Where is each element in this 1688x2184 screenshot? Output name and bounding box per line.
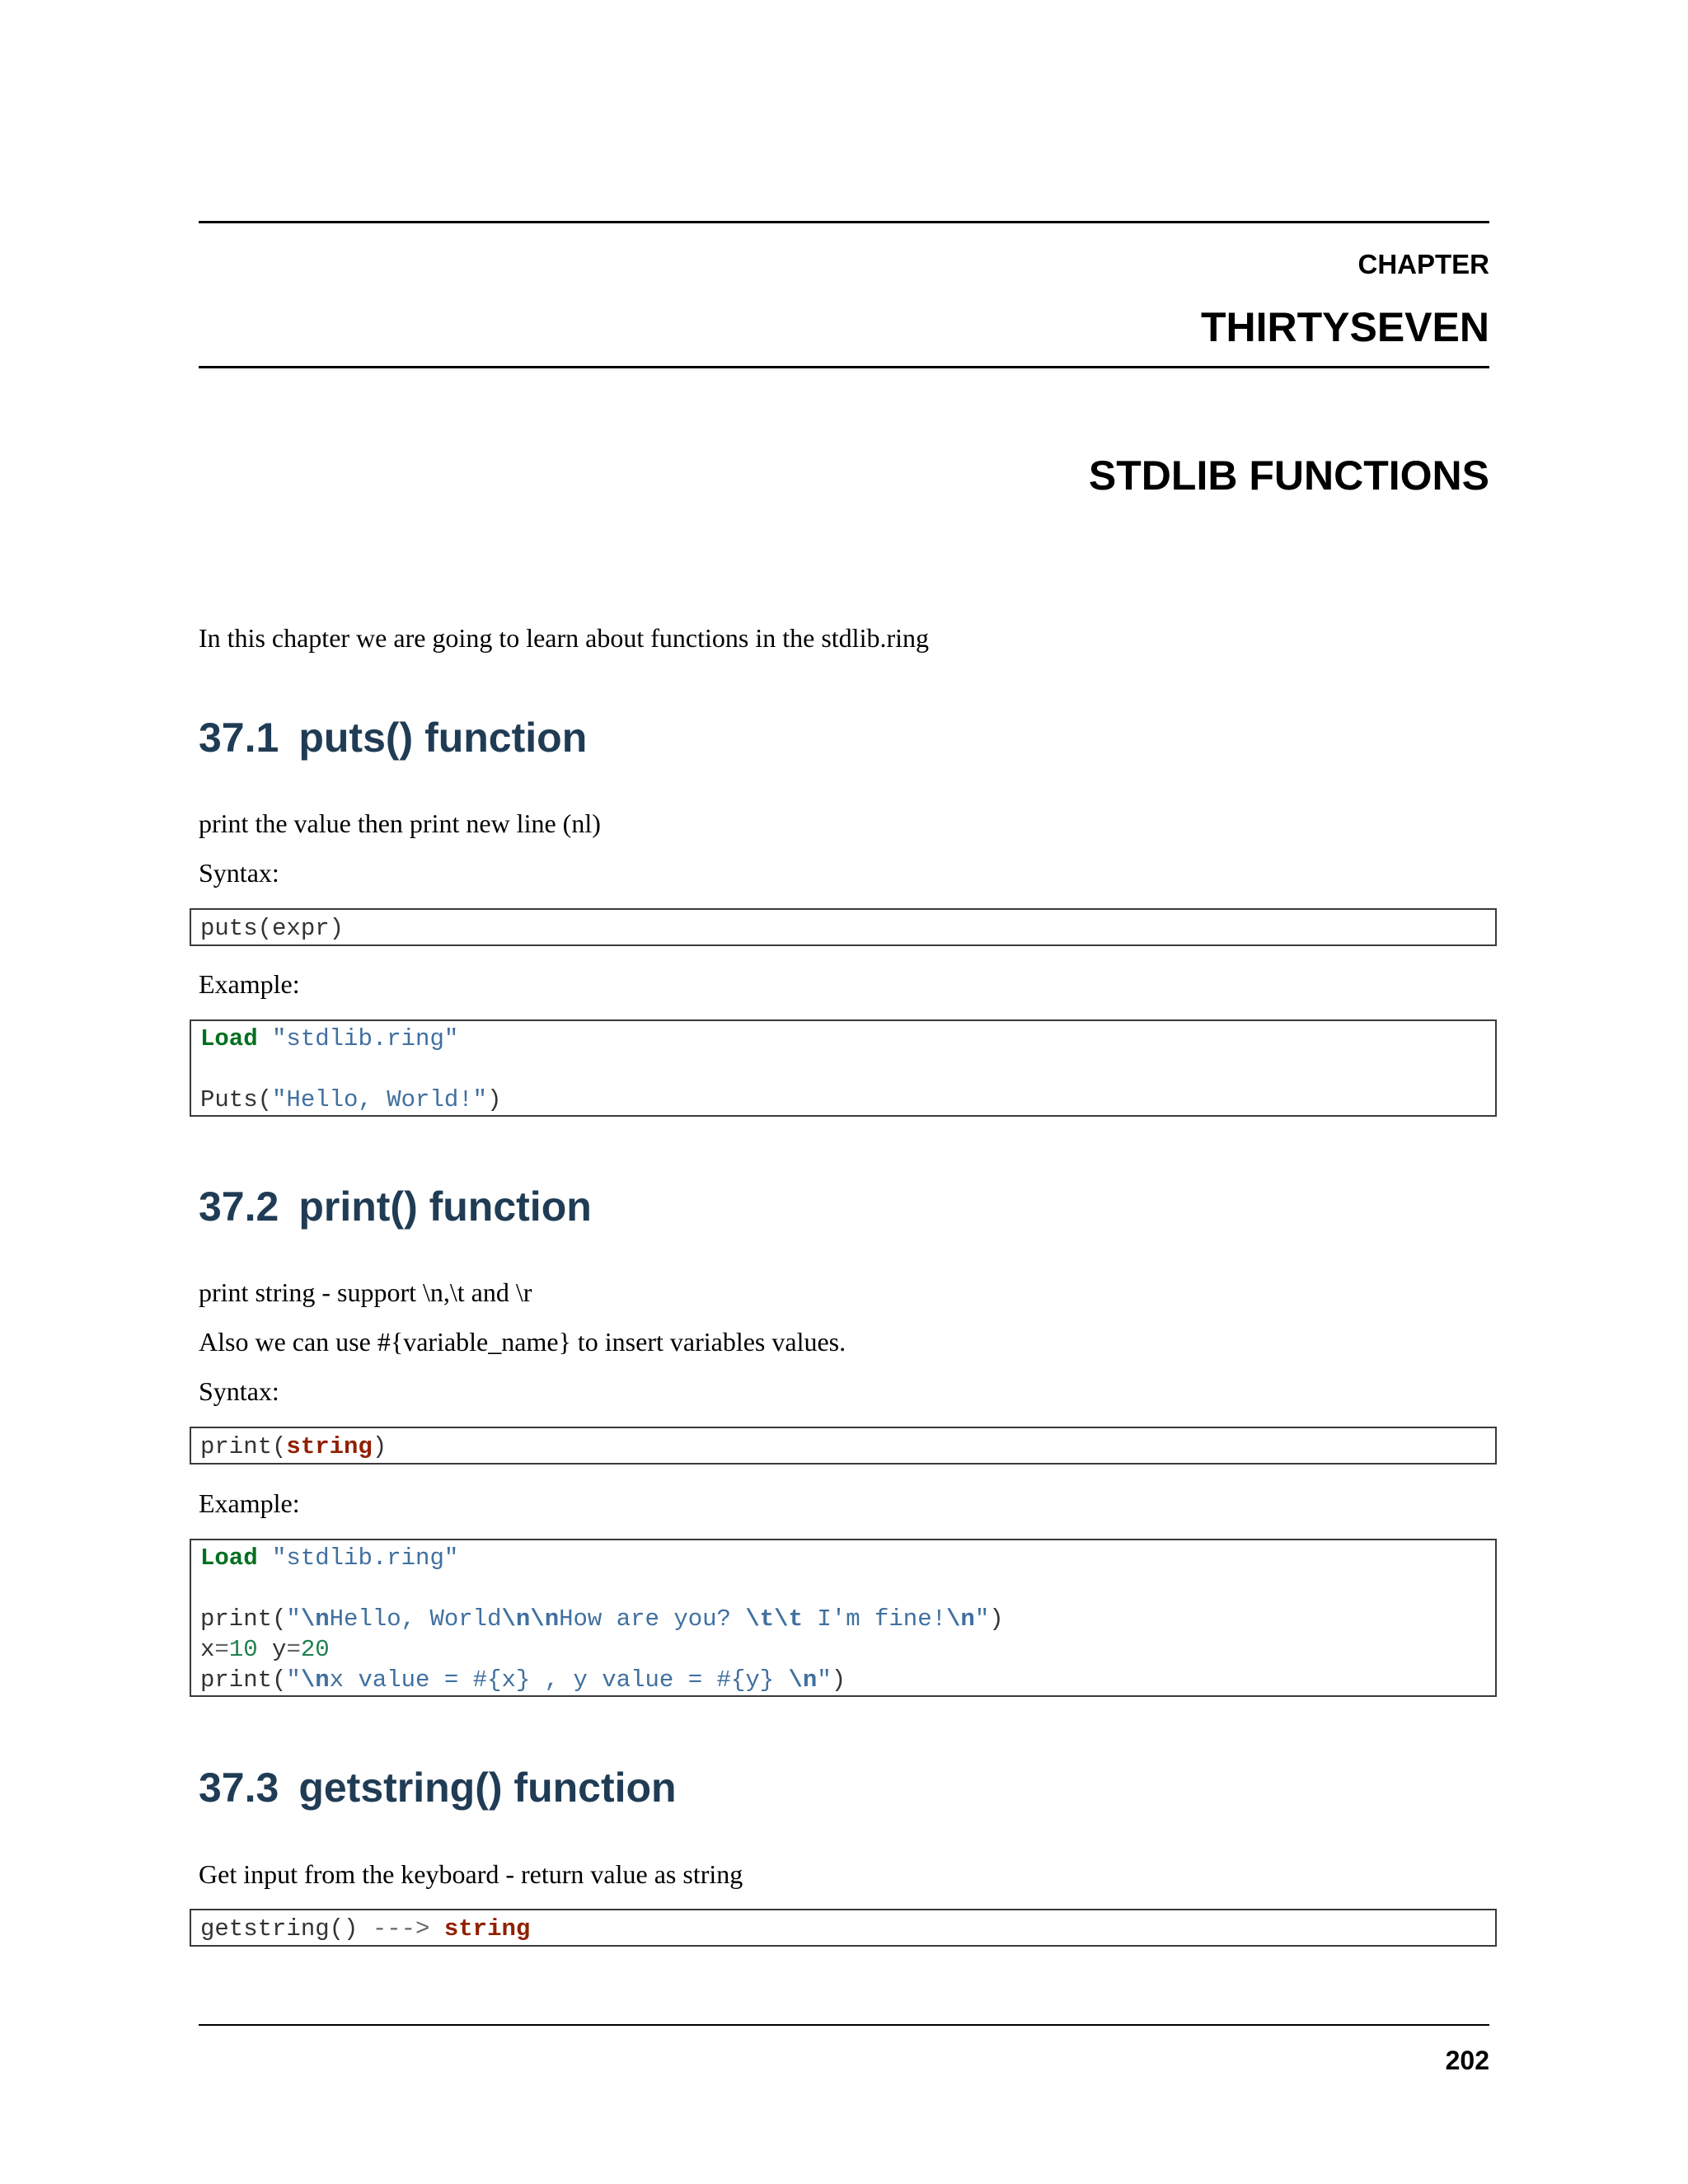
chapter-number: THIRTYSEVEN [1200,304,1489,350]
code-line: Load "stdlib.ring" [200,1025,459,1052]
section-title: print() function [298,1183,592,1230]
example-code-block [190,1539,1497,1697]
chapter-title: STDLIB FUNCTIONS [1088,452,1489,499]
chapter-bottom-rule [199,366,1489,368]
footer-rule [199,2024,1489,2026]
section-heading-getstring [199,1764,677,1811]
code-line [200,1573,1495,1604]
section-description: print the value then print new line (nl) [199,808,601,838]
code-line: Load "stdlib.ring" [200,1544,459,1572]
chapter-top-rule [199,221,1489,223]
syntax-label: Syntax: [199,858,279,888]
section-description: print string - support \n,\t and \r [199,1277,532,1307]
example-label: Example: [199,1488,300,1518]
example-code-block [190,1019,1497,1117]
section-description: Get input from the keyboard - return value as string [199,1859,743,1889]
section-number: 37.1 [199,715,279,761]
syntax-code-block [190,908,1497,946]
code-line [200,1054,1495,1085]
section-title: getstring() function [298,1765,677,1811]
chapter-label: CHAPTER [1357,249,1489,279]
intro-paragraph: In this chapter we are going to learn about functions in the stdlib.ring [199,623,929,653]
code-line: print("\nx value = #{x} , y value = #{y} \n") [200,1666,846,1694]
code-line: print("\nHello, World\n\nHow are you? \t\t I'm fine!\n") [200,1605,1004,1633]
section-heading-print [199,1183,592,1230]
section-title: puts() function [298,715,588,761]
code-line: x=10 y=20 [200,1636,330,1663]
section-number: 37.2 [199,1183,279,1230]
section-number: 37.3 [199,1765,279,1811]
page-number: 202 [1445,2046,1489,2075]
syntax-code-block [190,1427,1497,1465]
code-line: Puts("Hello, World!") [200,1086,502,1113]
syntax-code-block [190,1909,1497,1947]
section-description-2: Also we can use #{variable_name} to insert variables values. [199,1327,846,1357]
code-line: getstring() ---> string [200,1915,531,1943]
example-label: Example: [199,969,300,999]
code-line: puts(expr) [200,915,345,942]
syntax-label: Syntax: [199,1376,279,1406]
code-line: print(string) [200,1433,387,1460]
section-heading-puts [199,714,587,762]
